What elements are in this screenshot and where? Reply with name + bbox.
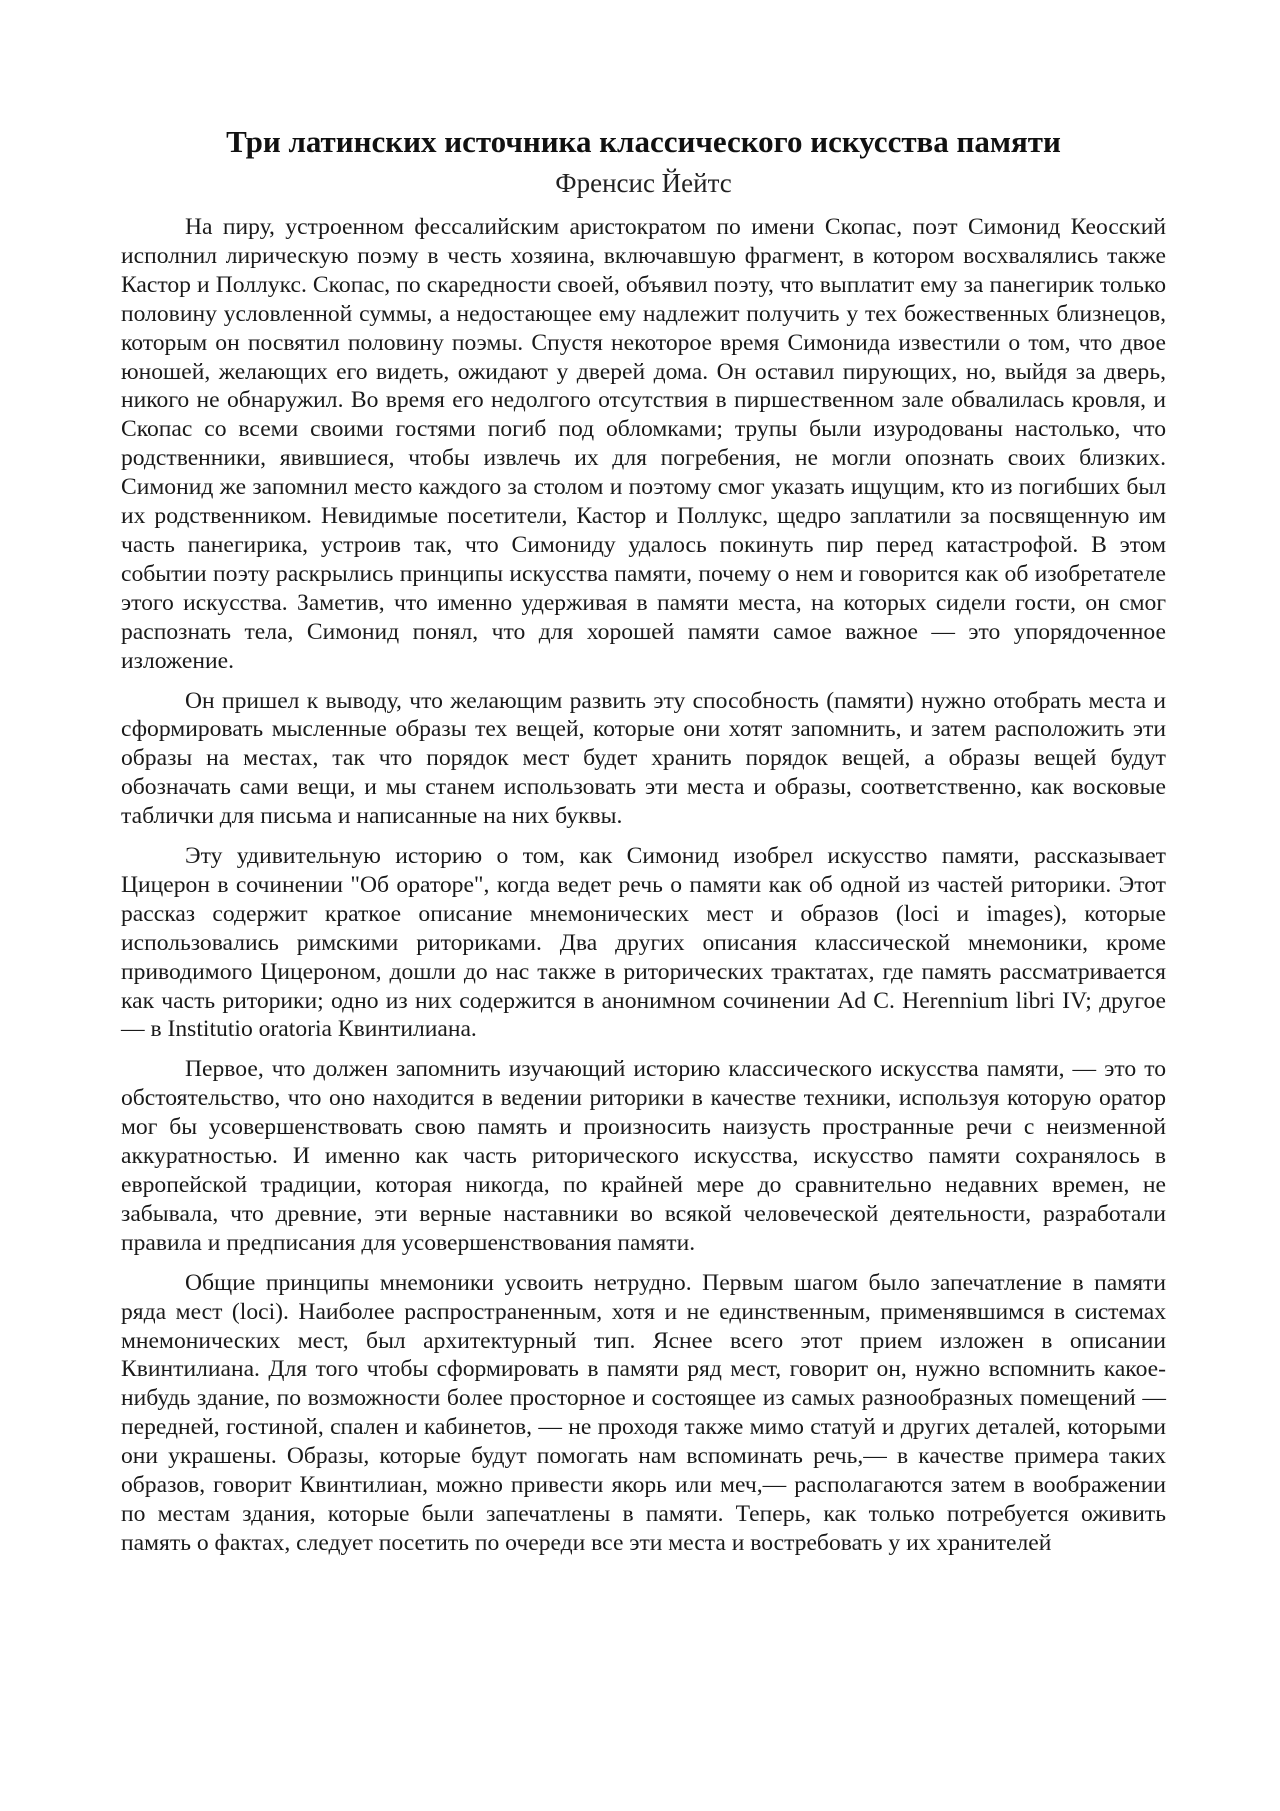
paragraph: Первое, что должен запомнить изучающий историю классического искусства памяти, — это то обстоятельство, что оно находится в ведении риторики в качестве техники, используя которую оратор мог бы усовершенствовать свою память и произносить наизусть пространные речи с неизменной аккуратностью. И именно как часть риторического искусства, искусство памяти сохранялось в европейской традиции, которая никогда, по крайней мере до сравнительно недавних времен, не забывала, что древние, эти верные наставники во всякой человеческой деятельности, разработали правила и предписания для усовершенствования памяти. — [121, 1056, 1166, 1256]
paragraph: На пиру, устроенном фессалийским аристократом по имени Скопас, поэт Симонид Кеосский исполнил лирическую поэму в честь хозяина, включавшую фрагмент, в котором восхвалялись также Кастор и Поллукс. Скопас, по скаредности своей, объявил поэту, что выплатит ему за панегирик только половину условленной суммы, а недостающее ему надлежит получить у тех божественных близнецов, которым он посвятил половину поэмы. Спустя некоторое время Симонида известили о том, что двое юношей, желающих его видеть, ожидают у дверей дома. Он оставил пирующих, но, выйдя за дверь, никого не обнаружил. Во время его недолгого отсутствия в пиршественном зале обвалилась кровля, и Скопас со всеми своими гостями погиб под обломками; трупы были изуродованы настолько, что родственники, явившиеся, чтобы извлечь их для погребения, не могли опознать своих близких. Симонид же запомнил место каждого за столом и поэтому смог указать ищущим, кто из погибших был их родственником. Невидимые посетители, Кастор и Поллукс, щедро заплатили за посвященную им часть панегирика, устроив так, что Симониду удалось покинуть пир перед катастрофой. В этом событии поэту раскрылись принципы искусства памяти, почему о нем и говорится как об изобретателе этого искусства. Заметив, что именно удерживая в памяти места, на которых сидели гости, он смог распознать тела, Симонид понял, что для хорошей памяти самое важное — это упорядоченное изложение. — [121, 214, 1166, 674]
document-author: Френсис Йейтс — [555, 168, 732, 198]
paragraph: Эту удивительную историю о том, как Симонид изобрел искусство памяти, рассказывает Цицерон в сочинении "Об ораторе", когда ведет речь о памяти как об одной из частей риторики. Этот рассказ содержит краткое описание мнемонических мест и образов (loci и images), которые использовались римскими риториками. Два других описания классической мнемоники, кроме приводимого Цицероном, дошли до нас также в риторических трактатах, где память рассматривается как часть риторики; одно из них содержится в анонимном сочинении Ad C. Herennium libri IV; другое — в Institutio oratoria Квинтилиана. — [121, 843, 1166, 1043]
document-title: Три латинских источника классического искусства памяти — [226, 124, 1061, 159]
paragraph: Он пришел к выводу, что желающим развить эту способность (памяти) нужно отобрать места и сформировать мысленные образы тех вещей, которые они хотят запомнить, и затем расположить эти образы на местах, так что порядок мест будет хранить порядок вещей, а образы вещей будут обозначать сами вещи, и мы станем использовать эти места и образы, соответственно, как восковые таблички для письма и написанные на них буквы. — [121, 687, 1166, 830]
document-page — [121, 122, 1166, 1569]
paragraph: Общие принципы мнемоники усвоить нетрудно. Первым шагом было запечатление в памяти ряда мест (loci). Наиболее распространенным, хотя и не единственным, применявшимся в системах мнемонических мест, был архитектурный тип. Яснее всего этот прием изложен в описании Квинтилиана. Для того чтобы сформировать в памяти ряд мест, говорит он, нужно вспомнить какое-нибудь здание, по возможности более просторное и состоящее из самых разнообразных помещений — передней, гостиной, спален и кабинетов, — не проходя также мимо статуй и других деталей, которыми они украшены. Образы, которые будут помогать нам вспоминать речь,— в качестве примера таких образов, говорит Квинтилиан, можно привести якорь или меч,— располагаются затем в воображении по местам здания, которые были запечатлены в памяти. Теперь, как только потребуется оживить память о фактах, следует посетить по очереди все эти места и востребовать у их хранителей — [121, 1269, 1166, 1556]
